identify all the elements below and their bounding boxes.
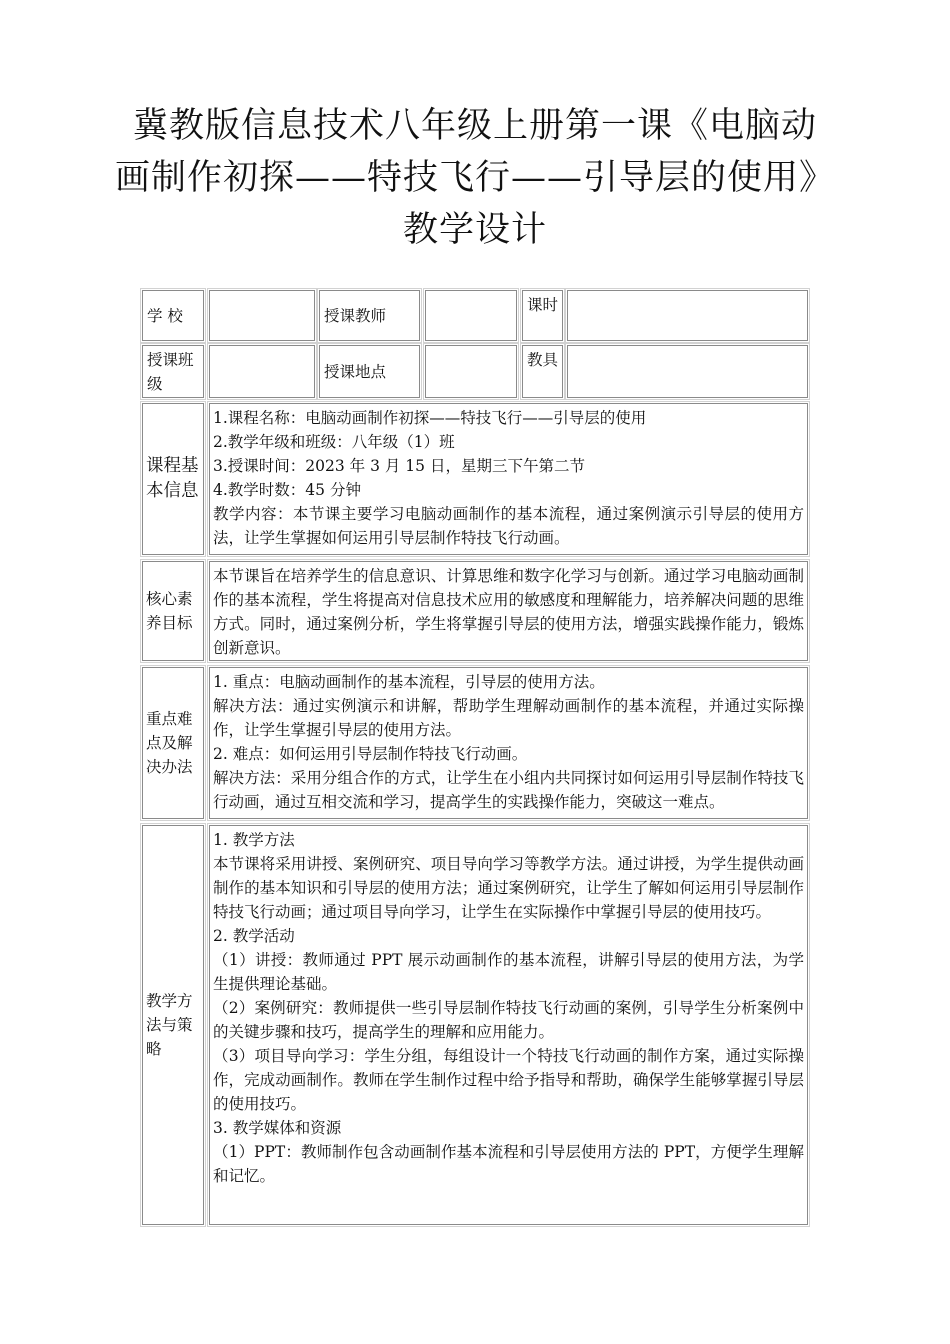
teacher-value	[425, 290, 517, 341]
methods-line: （1）PPT：教师制作包含动画制作基本流程和引导层使用方法的 PPT，方便学生理解和记忆。	[213, 1143, 804, 1185]
key-points-line: 2. 难点：如何运用引导层制作特技飞行动画。	[213, 745, 528, 763]
basic-info-line: 1.课程名称：电脑动画制作初探——特技飞行——引导层的使用	[213, 409, 647, 427]
basic-info-content	[209, 403, 808, 555]
basic-info-line: 3.授课时间：2023 年 3 月 15 日，星期三下午第二节	[213, 457, 585, 475]
period-value	[567, 290, 808, 341]
methods-content	[209, 825, 808, 1225]
location-label: 授课地点	[319, 345, 420, 398]
methods-label: 教学方法与策略	[142, 825, 204, 1225]
key-points-line: 1. 重点：电脑动画制作的基本流程，引导层的使用方法。	[213, 673, 605, 691]
teacher-label: 授课教师	[319, 290, 420, 341]
methods-line: （1）讲授：教师通过 PPT 展示动画制作的基本流程，讲解引导层的使用方法，为学生提供理论基础。	[213, 951, 804, 993]
methods-line: 1. 教学方法	[213, 831, 295, 849]
class-value	[209, 345, 315, 398]
document-title	[0, 100, 950, 256]
title-line-3: 教学设计	[402, 210, 547, 250]
period-label: 课时	[522, 290, 563, 341]
key-points-line: 解决方法：通过实例演示和讲解，帮助学生理解动画制作的基本流程，并通过实际操作，让学生掌握引导层的使用方法。	[213, 697, 804, 739]
methods-line: 3. 教学媒体和资源	[213, 1119, 342, 1137]
methods-line: 本节课将采用讲授、案例研究、项目导向学习等教学方法。通过讲授，为学生提供动画制作的基本知识和引导层的使用方法；通过案例研究，让学生了解如何运用引导层制作特技飞行动画；通过项目导向学习，让学生在实际操作中掌握引导层的使用技巧。	[213, 855, 804, 921]
core-goals-content	[209, 561, 808, 661]
key-points-line: 解决方法：采用分组合作的方式，让学生在小组内共同探讨如何运用引导层制作特技飞行动画，通过互相交流和学习，提高学生的实践操作能力，突破这一难点。	[213, 769, 804, 811]
school-label: 学 校	[142, 290, 204, 341]
core-goals-text: 本节课旨在培养学生的信息意识、计算思维和数字化学习与创新。通过学习电脑动画制作的基本流程，学生将提高对信息技术应用的敏感度和理解能力，培养解决问题的思维方式。同时，通过案例分析，学生将掌握引导层的使用方法，增强实践操作能力，锻炼创新意识。	[213, 567, 804, 657]
tools-label: 教具	[522, 345, 563, 398]
class-label: 授课班级	[142, 345, 204, 398]
key-points-label: 重点难点及解决办法	[142, 667, 204, 819]
tools-value	[567, 345, 808, 398]
title-line-1: 冀教版信息技术八年级上册第一课《电脑动	[132, 106, 817, 146]
basic-info-line: 2.教学年级和班级：八年级（1）班	[213, 433, 455, 451]
methods-line: 2. 教学活动	[213, 927, 295, 945]
key-points-content	[209, 667, 808, 819]
basic-info-line: 教学内容：本节课主要学习电脑动画制作的基本流程，通过案例演示引导层的使用方法，让学生掌握如何运用引导层制作特技飞行动画。	[213, 505, 804, 547]
title-line-2: 画制作初探——特技飞行——引导层的使用》	[114, 158, 835, 198]
school-value	[209, 290, 315, 341]
location-value	[425, 345, 517, 398]
methods-line: （3）项目导向学习：学生分组，每组设计一个特技飞行动画的制作方案，通过实际操作，完成动画制作。教师在学生制作过程中给予指导和帮助，确保学生能够掌握引导层的使用技巧。	[213, 1047, 804, 1113]
core-goals-label: 核心素养目标	[142, 561, 204, 661]
basic-info-line: 4.教学时数：45 分钟	[213, 481, 361, 499]
methods-line: （2）案例研究：教师提供一些引导层制作特技飞行动画的案例，引导学生分析案例中的关键步骤和技巧，提高学生的理解和应用能力。	[213, 999, 804, 1041]
basic-info-label: 课程基本信息	[142, 403, 204, 555]
